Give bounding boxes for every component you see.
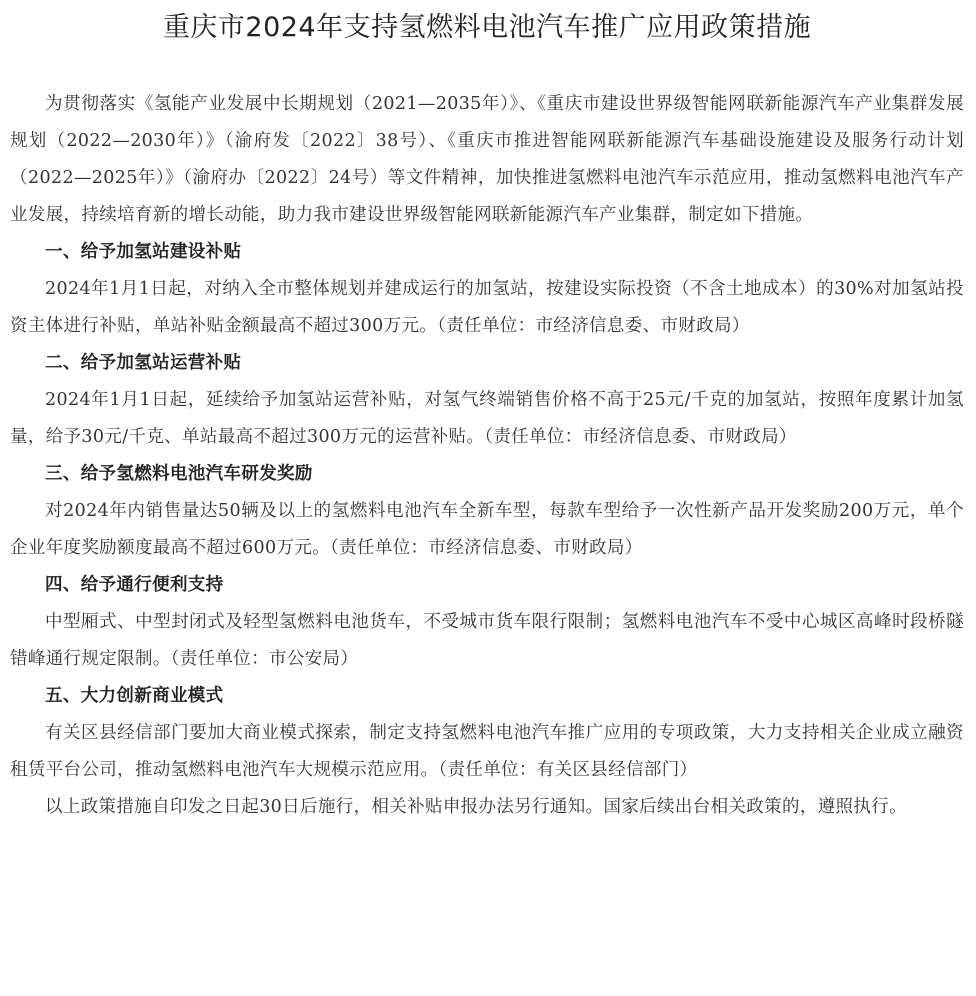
- section-text-4: 中型厢式、中型封闭式及轻型氢燃料电池货车，不受城市货车限行限制；氢燃料电池汽车不受中心城区高峰时段桥隧错峰通行规定限制。（责任单位：市公安局）: [10, 612, 964, 669]
- document-title: 重庆市2024年支持氢燃料电池汽车推广应用政策措施: [162, 12, 812, 43]
- section-text-1: 2024年1月1日起，对纳入全市整体规划并建成运行的加氢站，按建设实际投资（不含土地成本）的30%对加氢站投资主体进行补贴，单站补贴金额最高不超过300万元。（责任单位：市经济信息委、市财政局）: [10, 279, 964, 336]
- section-text-2: 2024年1月1日起，延续给予加氢站运营补贴，对氢气终端销售价格不高于25元/千克的加氢站，按照年度累计加氢量，给予30元/千克、单站最高不超过300万元的运营补贴。（责任单位：市经济信息委、市财政局）: [10, 390, 964, 447]
- intro-paragraph: 为贯彻落实《氢能产业发展中长期规划（2021—2035年）》、《重庆市建设世界级智能网联新能源汽车产业集群发展规划（2022—2030年）》（渝府发〔2022〕38号）、《重庆市推进智能网联新能源汽车基础设施建设及服务行动计划（2022—2025年）》（渝府办〔2022〕24号）等文件精神，加快推进氢燃料电池汽车示范应用，推动氢燃料电池汽车产业发展，持续培育新的增长动能，助力我市建设世界级智能网联新能源汽车产业集群，制定如下措施。: [10, 94, 964, 225]
- closing-paragraph: 以上政策措施自印发之日起30日后施行，相关补贴申报办法另行通知。国家后续出台相关政策的，遵照执行。: [45, 797, 907, 817]
- document-body: [10, 86, 964, 826]
- section-heading-1: 一、给予加氢站建设补贴: [45, 242, 242, 262]
- section-heading-4: 四、给予通行便利支持: [45, 575, 224, 595]
- section-heading-2: 二、给予加氢站运营补贴: [45, 353, 242, 373]
- section-text-3: 对2024年内销售量达50辆及以上的氢燃料电池汽车全新车型，每款车型给予一次性新产品开发奖励200万元，单个企业年度奖励额度最高不超过600万元。（责任单位：市经济信息委、市财政局）: [10, 501, 964, 558]
- section-heading-3: 三、给予氢燃料电池汽车研发奖励: [45, 464, 313, 484]
- section-text-5: 有关区县经信部门要加大商业模式探索，制定支持氢燃料电池汽车推广应用的专项政策，大力支持相关企业成立融资租赁平台公司，推动氢燃料电池汽车大规模示范应用。（责任单位：有关区县经信部门）: [10, 723, 964, 780]
- section-heading-5: 五、大力创新商业模式: [45, 686, 224, 706]
